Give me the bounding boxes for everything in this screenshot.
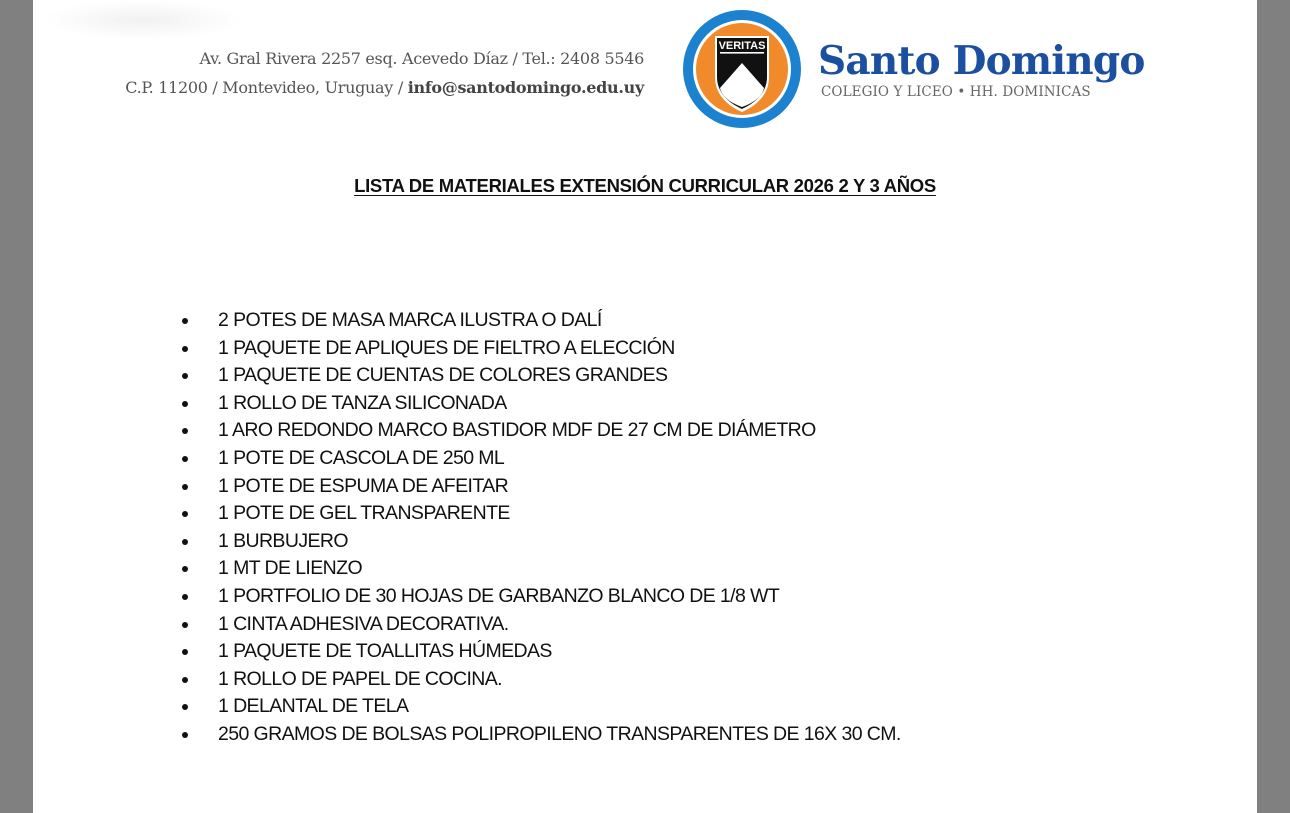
svg-text:VERITAS: VERITAS	[718, 40, 766, 52]
list-item-text: 250 GRAMOS DE BOLSAS POLIPROPILENO TRANSPARENTES DE 16X 30 CM.	[218, 722, 901, 745]
school-subtitle: COLEGIO Y LICEO • HH. DOMINICAS	[821, 84, 1091, 100]
bullet-icon	[182, 401, 188, 407]
list-item	[180, 555, 901, 583]
school-address	[93, 44, 644, 102]
document-title-text: LISTA DE MATERIALES EXTENSIÓN CURRICULAR 2026 2 Y 3 AÑOS	[354, 175, 936, 196]
list-item	[180, 500, 901, 528]
address-line-1: Av. Gral Rivera 2257 esq. Acevedo Díaz / Tel.: 2408 5546	[199, 49, 644, 68]
list-item	[180, 611, 901, 639]
bullet-icon	[182, 594, 188, 600]
list-item	[180, 445, 901, 473]
list-item-text: 1 ROLLO DE PAPEL DE COCINA.	[218, 667, 502, 690]
bullet-icon	[182, 732, 188, 738]
list-item	[180, 638, 901, 666]
list-item	[180, 362, 901, 390]
school-brand	[818, 38, 1145, 100]
list-item	[180, 417, 901, 445]
list-item-text: 1 POTE DE ESPUMA DE AFEITAR	[218, 474, 509, 497]
list-item	[180, 721, 901, 749]
bullet-icon	[182, 428, 188, 434]
list-item	[180, 390, 901, 418]
list-item	[180, 666, 901, 694]
email-address: info@santodomingo.edu.uy	[407, 78, 644, 97]
bullet-icon	[182, 539, 188, 545]
bullet-icon	[182, 566, 188, 572]
school-name: Santo Domingo	[818, 38, 1145, 84]
list-item-text: 2 POTES DE MASA MARCA ILUSTRA O DALÍ	[218, 309, 602, 331]
bullet-icon	[182, 373, 188, 379]
list-item	[180, 583, 901, 611]
list-item	[180, 307, 901, 335]
list-item	[180, 693, 901, 721]
list-item-text: 1 ROLLO DE TANZA SILICONADA	[218, 391, 507, 414]
bullet-icon	[182, 622, 188, 628]
list-item-text: 1 POTE DE CASCOLA DE 250 ML	[218, 446, 505, 469]
list-item-text: 1 PAQUETE DE CUENTAS DE COLORES GRANDES	[218, 364, 668, 387]
list-item-text: 1 BURBUJERO	[218, 529, 348, 552]
bullet-icon	[182, 456, 188, 462]
bullet-icon	[182, 704, 188, 710]
list-item	[180, 335, 901, 363]
list-item-text: 1 PAQUETE DE APLIQUES DE FIELTRO A ELECCIÓN	[218, 336, 675, 359]
document-page	[33, 0, 1257, 813]
list-item-text: 1 ARO REDONDO MARCO BASTIDOR MDF DE 27 CM DE DIÁMETRO	[218, 419, 816, 442]
address-line-2	[93, 73, 644, 102]
bullet-icon	[182, 318, 188, 324]
bullet-icon	[182, 677, 188, 683]
scan-shadow	[43, 0, 243, 40]
list-item-text: 1 MT DE LIENZO	[218, 557, 363, 580]
bullet-icon	[182, 346, 188, 352]
bullet-icon	[182, 649, 188, 655]
materials-list	[180, 307, 901, 749]
list-item	[180, 473, 901, 501]
list-item-text: 1 PAQUETE DE TOALLITAS HÚMEDAS	[218, 640, 552, 663]
document-title	[33, 175, 1257, 197]
list-item-text: 1 DELANTAL DE TELA	[218, 695, 409, 718]
list-item-text: 1 CINTA ADHESIVA DECORATIVA.	[218, 612, 509, 635]
list-item	[180, 528, 901, 556]
address-line-2-text: C.P. 11200 / Montevideo, Uruguay /	[125, 78, 408, 97]
bullet-icon	[182, 511, 188, 517]
list-item-text: 1 POTE DE GEL TRANSPARENTE	[218, 502, 510, 525]
school-seal-logo-icon	[682, 9, 802, 129]
list-item-text: 1 PORTFOLIO DE 30 HOJAS DE GARBANZO BLANCO DE 1/8 WT	[218, 584, 780, 607]
bullet-icon	[182, 484, 188, 490]
